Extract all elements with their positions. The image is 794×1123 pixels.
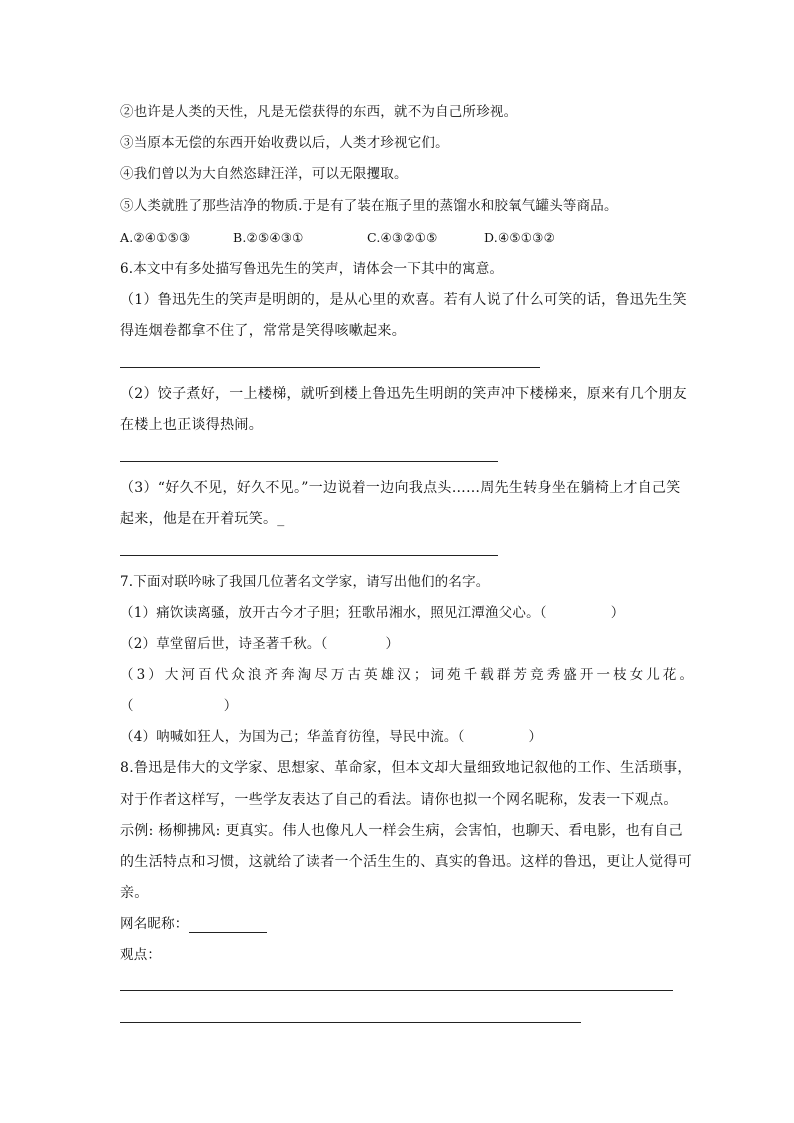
q7-couplet-3-close: ）	[223, 698, 238, 714]
q7-couplet-4	[120, 728, 542, 746]
option-d: D.④⑤①③②	[484, 230, 555, 245]
q6-passage-1-line-2: 得连烟卷都拿不住了，常常是笑得咳嗽起来。	[120, 323, 406, 339]
q6-answer-line-1[interactable]	[120, 367, 540, 368]
q7-stem: 7.下面对联吟咏了我国几位著名文学家，请写出他们的名字。	[120, 574, 490, 590]
q6-passage-3-line-1: （3）“好久不见，好久不见。”一边说着一边向我点头……周先生转身坐在躺椅上才自己笑	[120, 480, 681, 496]
option-b: B.②⑤④③①	[233, 230, 304, 245]
q8-viewpoint-label: 观点：	[120, 947, 162, 963]
q6-answer-line-2[interactable]	[120, 461, 498, 462]
q8-nickname-field[interactable]	[189, 918, 267, 933]
q8-nickname-row	[120, 915, 267, 933]
q8-nickname-label: 网名昵称：	[120, 916, 189, 932]
q8-example-line-3: 亲。	[120, 885, 149, 901]
q7-couplet-3-open: （	[120, 698, 134, 714]
q8-stem-line-1: 8.鲁迅是伟大的文学家、思想家、革命家，但本文却大量细致地记叙他的工作、生活琐事，	[120, 760, 692, 776]
sort-item-2: ②也许是人类的天性，凡是无偿获得的东西，就不为自己所珍视。	[120, 104, 518, 120]
q7-couplet-1-text: （1）痛饮读离骚，放开古今才子胆；狂歌吊湘水，照见江潭渔父心。（	[120, 605, 547, 621]
q6-passage-1-line-1: （1）鲁迅先生的笑声是明朗的，是从心里的欢喜。若有人说了什么可笑的话，鲁迅先生笑	[120, 292, 687, 308]
sort-item-4: ④我们曾以为大自然恣肆汪洋，可以无限攫取。	[120, 166, 408, 182]
q7-couplet-1-close: ）	[610, 605, 625, 621]
q6-passage-2-line-1: （2）饺子煮好，一上楼梯，就听到楼上鲁迅先生明朗的笑声冲下楼梯来，原来有几个朋友	[120, 386, 687, 402]
q7-couplet-1	[120, 604, 624, 622]
q6-stem: 6.本文中有多处描写鲁迅先生的笑声，请体会一下其中的寓意。	[120, 261, 504, 277]
q8-example-line-2: 的生活特点和习惯，这就给了读者一个活生生的、真实的鲁迅。这样的鲁迅，更让人觉得可	[120, 854, 692, 870]
q7-couplet-2-text: （2）草堂留后世，诗圣著千秋。（	[120, 636, 328, 652]
q6-passage-3-line-2: 起来，他是在开着玩笑。_	[120, 511, 285, 527]
q8-example-line-1: 示例: 杨柳拂风: 更真实。伟人也像凡人一样会生病，会害怕，也聊天、看电影，也有自己	[120, 823, 683, 839]
q7-couplet-2-close: ）	[385, 636, 400, 652]
option-c: C.④③②①⑤	[367, 230, 438, 245]
sort-item-5: ⑤人类就胜了那些洁净的物质.于是有了装在瓶子里的蒸馏水和胶氧气罐头等商品。	[120, 198, 618, 214]
q7-couplet-3-blank	[120, 697, 237, 715]
q6-passage-2-line-2: 在楼上也正谈得热闹。	[120, 417, 263, 433]
q7-couplet-4-text: （4）呐喊如狂人，为国为己；华盖育彷徨，导民中流。（	[120, 729, 465, 745]
q8-answer-line-2[interactable]	[120, 1022, 581, 1023]
q6-answer-line-3[interactable]	[120, 555, 498, 556]
q8-stem-line-2: 对于作者这样写，一些学友表达了自己的看法。请你也拟一个网名昵称，发表一下观点。	[120, 792, 678, 808]
q8-answer-line-1[interactable]	[120, 990, 673, 991]
q7-couplet-3: （3）大河百代众浪齐奔淘尽万古英雄汉；词苑千载群芳竞秀盛开一枝女儿花。	[120, 667, 697, 683]
option-a: A.②④①⑤③	[120, 230, 191, 245]
q7-couplet-2	[120, 635, 399, 653]
q7-couplet-4-close: ）	[528, 729, 543, 745]
sort-item-3: ③当原本无偿的东西开始收费以后，人类才珍视它们。	[120, 135, 449, 151]
answer-options	[120, 229, 555, 247]
